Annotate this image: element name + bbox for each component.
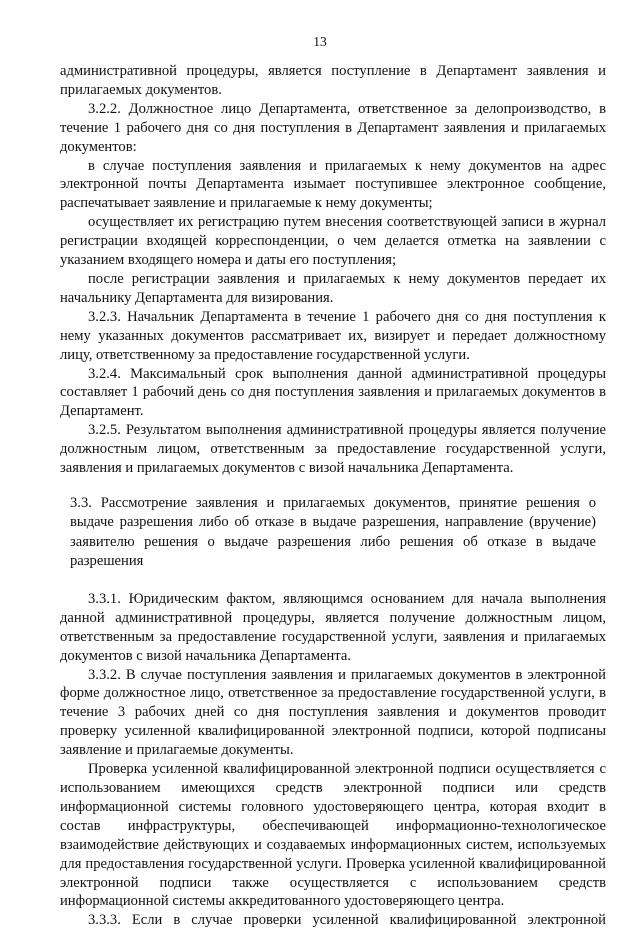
section-heading-3-3: 3.3. Рассмотрение заявления и прилагаемых документов, принятие решения о выдаче разрешения либо об отказе в выдаче разрешения, направление (вручение) заявителю решения о выдаче разрешения либо решения об отказе в выдаче разрешения (70, 494, 596, 570)
paragraph-3-2-5: 3.2.5. Результатом выполнения административной процедуры является получение должностным лицом, ответственным за предоставление государственной услуги, заявления и прилагаемых документов с визой начальника Департамента. (60, 422, 606, 477)
paragraph-continuation: административной процедуры, является поступление в Департамент заявления и прилагаемых документов. (60, 63, 606, 98)
paragraph-registration: осуществляет их регистрацию путем внесения соответствующей записи в журнал регистрации входящей корреспонденции, о чем делается отметка на заявлении с указанием входящего номера и даты его поступления; (60, 214, 606, 269)
paragraph-3-3-1: 3.3.1. Юридическим фактом, являющимся основанием для начала выполнения данной административной процедуры, является получение должностным лицом, ответственным за предоставление государственной услуги, заявления и прилагаемых документов с визой начальника Департамента. (60, 590, 606, 664)
document-body (60, 62, 606, 930)
paragraph-3-3-3: 3.3.3. Если в случае проверки усиленной квалифицированной электронной (88, 912, 606, 929)
paragraph-forwarding: после регистрации заявления и прилагаемых к нему документов передает их начальнику Департамента для визирования. (60, 270, 606, 306)
page-number: 13 (313, 34, 327, 49)
paragraph-3-2-3: 3.2.3. Начальник Департамента в течение 1 рабочего дня со дня поступления к нему указанных документов рассматривает их, визирует и передает должностному лицу, ответственному за предоставление государственной услуги. (60, 308, 606, 363)
paragraph-3-3-2: 3.3.2. В случае поступления заявления и прилагаемых документов в электронной форме должностное лицо, ответственное за предоставление государственной услуги, в течение 3 рабочих дней со дня поступления заявления и документов проводит проверку усиленной квалифицированной электронной подписи, которой подписаны заявление и прилагаемые документы. (60, 666, 606, 759)
paragraph-3-2-2: 3.2.2. Должностное лицо Департамента, ответственное за делопроизводство, в течение 1 рабочего дня со дня поступления в Департамент заявления и прилагаемых документов: (60, 100, 606, 155)
paragraph-email-receipt: в случае поступления заявления и прилагаемых к нему документов на адрес электронной почты Департамента изымает поступившее электронное сообщение, распечатывает заявление и прилагаемые к нему документы; (60, 157, 606, 212)
paragraph-3-2-4: 3.2.4. Максимальный срок выполнения данной административной процедуры составляет 1 рабочий день со дня поступления заявления и прилагаемых документов в Департамент. (60, 365, 606, 420)
paragraph-signature-check: Проверка усиленной квалифицированной электронной подписи осуществляется с использованием имеющихся средств электронной подписи или средств информационной системы головного удостоверяющего центра, которая входит в состав инфраструктуры, обеспечивающей информационно-технологическое взаимодействие действующих и создаваемых информационных систем, используемых для предоставления государственной услуги. Проверка усиленной квалифицированной электронной подписи также осуществляется с использованием средств информационной системы аккредитованного удостоверяющего центра. (60, 761, 606, 910)
